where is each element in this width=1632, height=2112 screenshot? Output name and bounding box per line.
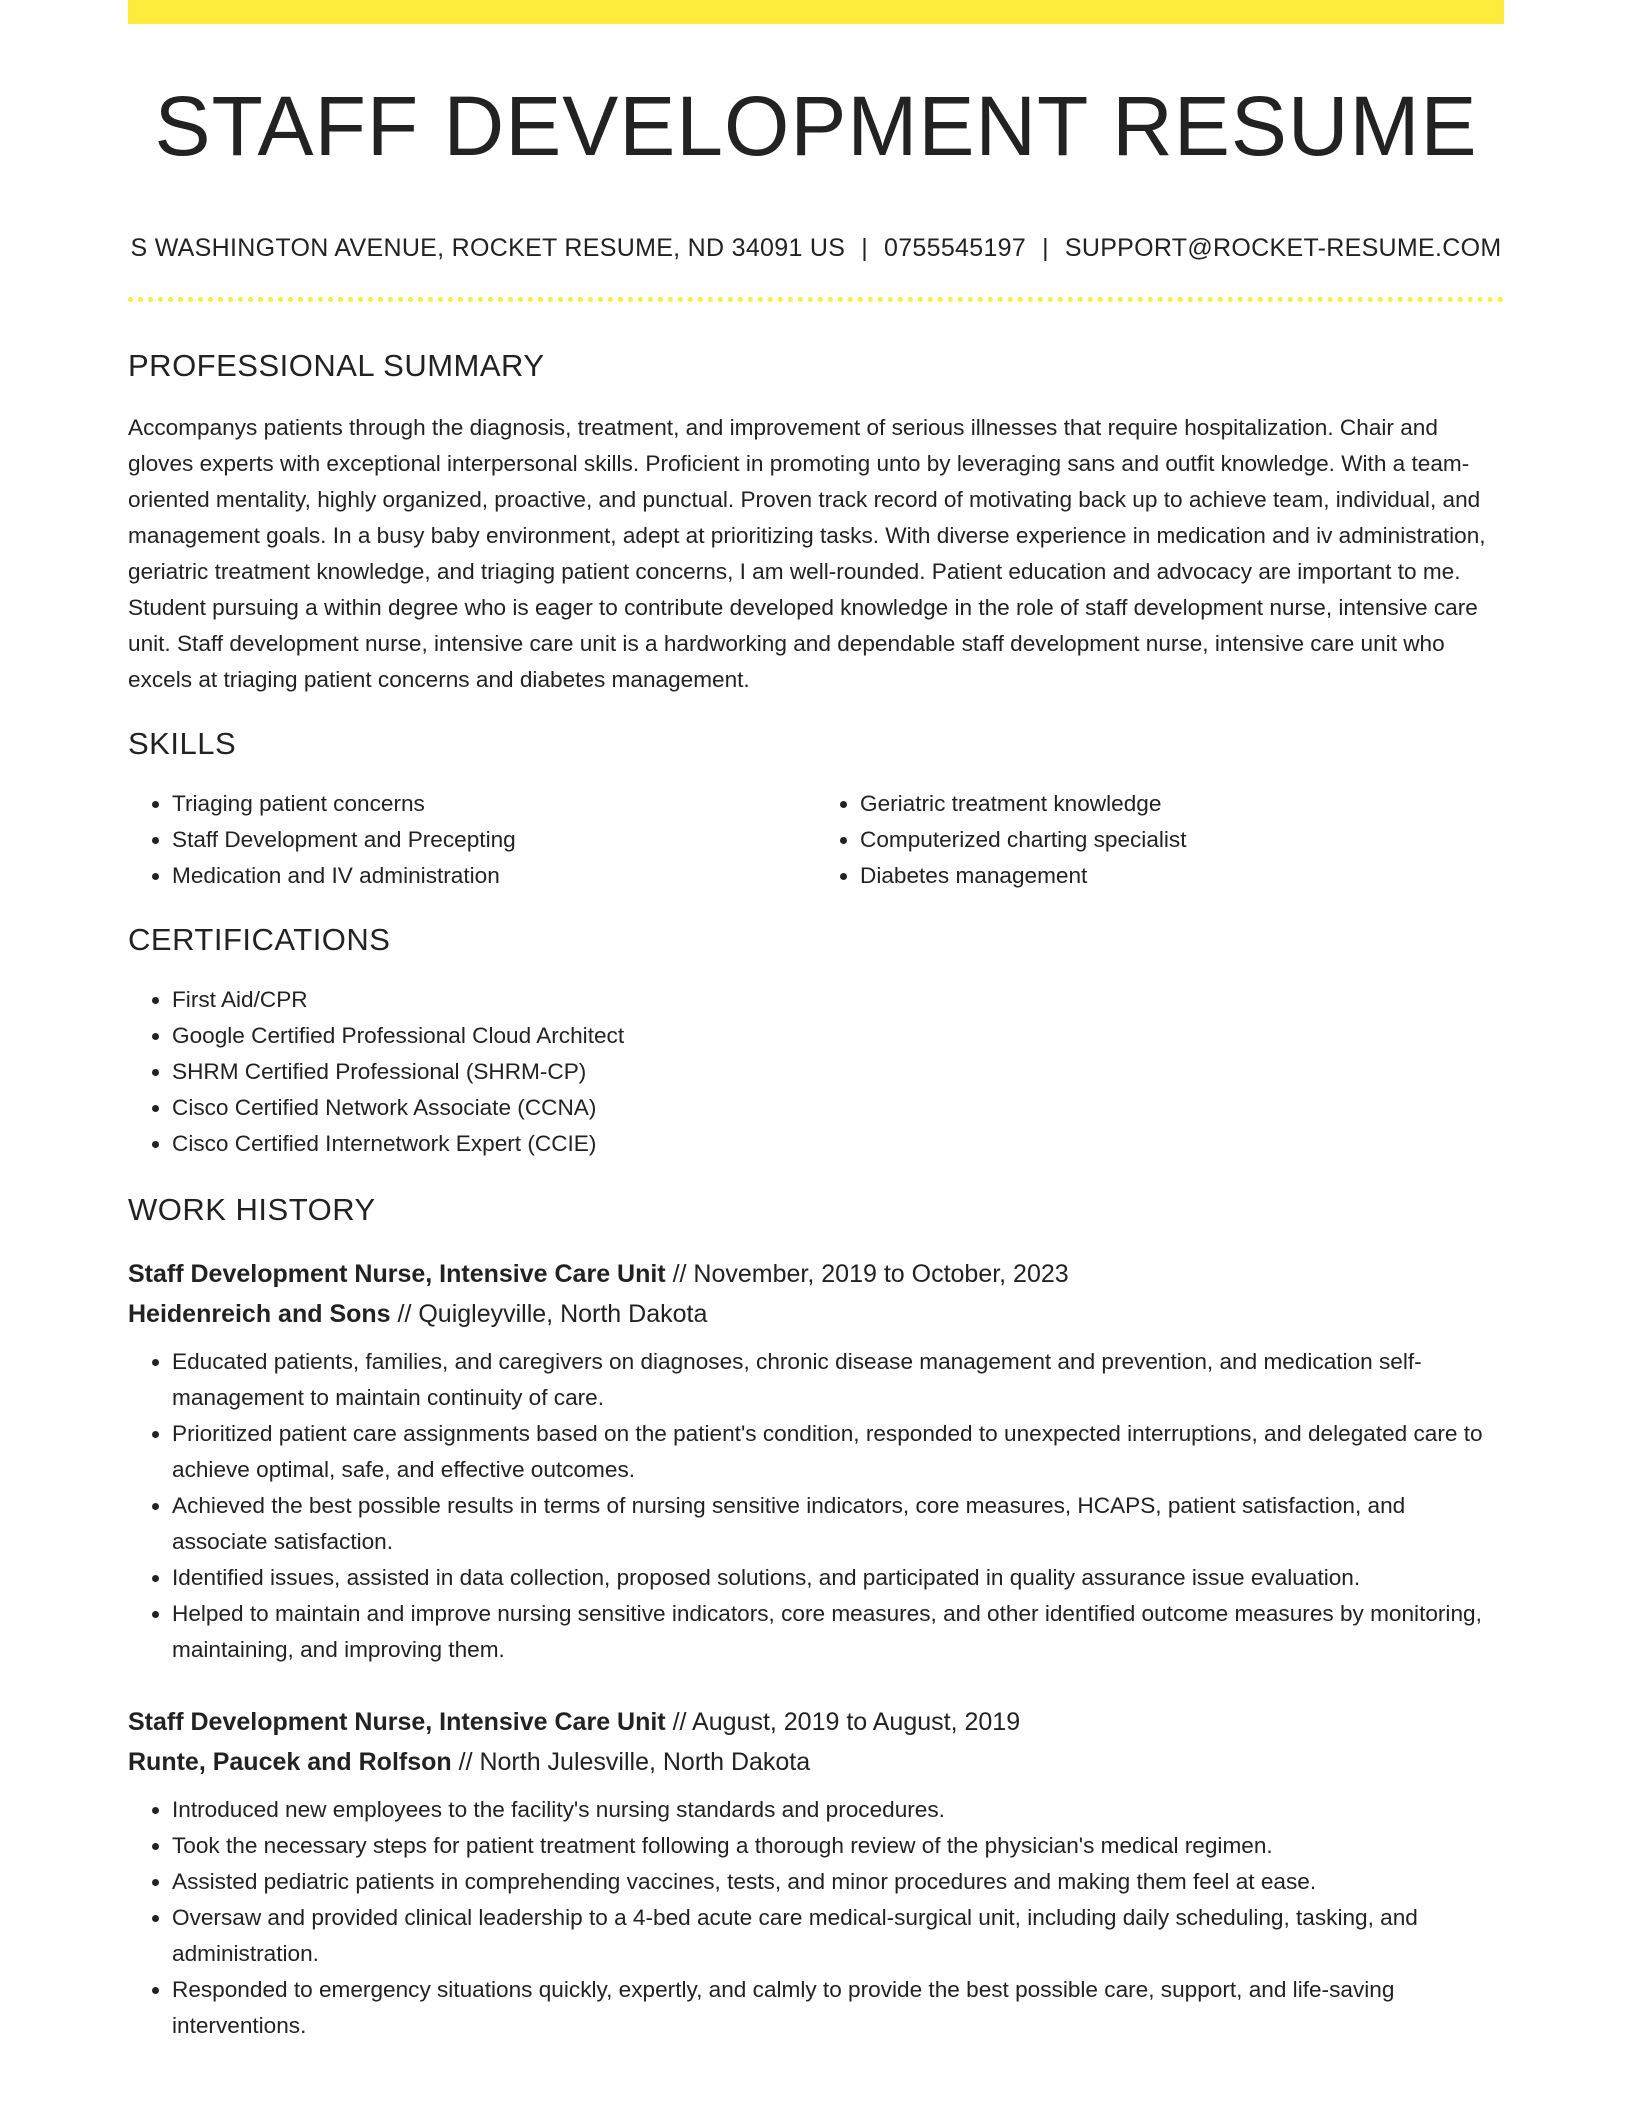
summary-heading: PROFESSIONAL SUMMARY xyxy=(128,348,545,384)
job-bullet: • Helped to maintain and improve nursing sensitive indicators, core measures, and other identified outcome measures by monitoring, maintaining, and improving them. xyxy=(172,1596,1504,1668)
skills-section xyxy=(128,726,1504,894)
job-bullet: • Oversaw and provided clinical leadership to a 4-bed acute care medical-surgical unit, including daily scheduling, tasking, and administration. xyxy=(172,1900,1504,1972)
job-title: Staff Development Nurse, Intensive Care Unit xyxy=(128,1260,666,1289)
job-title: Staff Development Nurse, Intensive Care Unit xyxy=(128,1708,666,1737)
certification-item: • Google Certified Professional Cloud Architect xyxy=(172,1018,1504,1054)
contact-phone: 0755545197 xyxy=(884,234,1027,263)
job-bullet: • Took the necessary steps for patient treatment following a thorough review of the physician's medical regimen. xyxy=(172,1828,1504,1864)
skill-item: • Triaging patient concerns xyxy=(172,786,816,822)
job-dates: // August, 2019 to August, 2019 xyxy=(672,1708,1021,1737)
job-company: Heidenreich and Sons xyxy=(128,1300,391,1329)
dotted-divider xyxy=(128,297,1504,302)
job-bullet: • Assisted pediatric patients in comprehending vaccines, tests, and minor procedures and making them feel at ease. xyxy=(172,1864,1504,1900)
resume-page xyxy=(128,0,1504,2044)
work-history-heading: WORK HISTORY xyxy=(128,1192,376,1228)
job-title-line xyxy=(128,1702,1504,1742)
certification-item: • Cisco Certified Internetwork Expert (CCIE) xyxy=(172,1126,1504,1162)
job-bullets xyxy=(128,1344,1504,1668)
job-title-line xyxy=(128,1254,1504,1294)
job-bullet: • Introduced new employees to the facility's nursing standards and procedures. xyxy=(172,1792,1504,1828)
summary-text: Accompanys patients through the diagnosis, treatment, and improvement of serious illnesses that require hospitalization. Chair and gloves experts with exceptional interpersonal skills. Proficient in promoting unto by leveraging sans and outfit knowledge. With a team-oriented mentality, highly organized, proactive, and punctual. Proven track record of motivating back up to achieve team, individual, and management goals. In a busy baby environment, adept at prioritizing tasks. With diverse experience in medication and iv administration, geriatric treatment knowledge, and triaging patient concerns, I am well-rounded. Patient education and advocacy are important to me. Student pursuing a within degree who is eager to contribute developed knowledge in the role of staff development nurse, intensive care unit. Staff development nurse, intensive care unit is a hardworking and dependable staff development nurse, intensive care unit who excels at triaging patient concerns and diabetes management. xyxy=(128,415,1486,693)
resume-title: STAFF DEVELOPMENT RESUME xyxy=(154,79,1478,173)
job-bullet: • Achieved the best possible results in terms of nursing sensitive indicators, core measures, HCAPS, patient satisfaction, and associate satisfaction. xyxy=(172,1488,1504,1560)
certifications-list xyxy=(128,982,1504,1162)
contact-email: SUPPORT@ROCKET-RESUME.COM xyxy=(1064,234,1502,263)
job-bullets xyxy=(128,1792,1504,2044)
job-entry xyxy=(128,1702,1504,2044)
top-accent-bar xyxy=(128,0,1504,24)
certifications-section xyxy=(128,922,1504,1162)
work-history-section xyxy=(128,1192,1504,2044)
job-bullet: • Prioritized patient care assignments based on the patient's condition, responded to unexpected interruptions, and delegated care to achieve optimal, safe, and effective outcomes. xyxy=(172,1416,1504,1488)
contact-separator: | xyxy=(861,234,869,263)
contact-line xyxy=(128,234,1504,263)
job-dates: // November, 2019 to October, 2023 xyxy=(672,1260,1069,1289)
certification-item: • SHRM Certified Professional (SHRM-CP) xyxy=(172,1054,1504,1090)
skill-item: • Diabetes management xyxy=(860,858,1504,894)
contact-separator: | xyxy=(1042,234,1049,263)
skills-heading: SKILLS xyxy=(128,726,237,762)
job-entry xyxy=(128,1254,1504,1668)
certification-item: • Cisco Certified Network Associate (CCNA) xyxy=(172,1090,1504,1126)
job-bullet: • Identified issues, assisted in data collection, proposed solutions, and participated in quality assurance issue evaluation. xyxy=(172,1560,1504,1596)
skill-item: • Geriatric treatment knowledge xyxy=(860,786,1504,822)
skills-right-list xyxy=(816,786,1504,894)
skills-left-list xyxy=(128,786,816,894)
summary-section xyxy=(128,348,1504,698)
skill-item: • Medication and IV administration xyxy=(172,858,816,894)
job-company: Runte, Paucek and Rolfson xyxy=(128,1748,452,1777)
skill-item: • Staff Development and Precepting xyxy=(172,822,816,858)
job-bullet: • Responded to emergency situations quickly, expertly, and calmly to provide the best possible care, support, and life-saving interventions. xyxy=(172,1972,1504,2044)
job-location: // North Julesville, North Dakota xyxy=(458,1748,811,1777)
job-bullet: • Educated patients, families, and caregivers on diagnoses, chronic disease management and prevention, and medication self-management to maintain continuity of care. xyxy=(172,1344,1504,1416)
job-location: // Quigleyville, North Dakota xyxy=(397,1300,708,1329)
skill-item: • Computerized charting specialist xyxy=(860,822,1504,858)
certification-item: • First Aid/CPR xyxy=(172,982,1504,1018)
job-company-line xyxy=(128,1294,1504,1334)
skills-columns xyxy=(128,786,1504,894)
contact-address: S WASHINGTON AVENUE, ROCKET RESUME, ND 34091 US xyxy=(130,234,846,263)
certifications-heading: CERTIFICATIONS xyxy=(128,922,391,958)
job-company-line xyxy=(128,1742,1504,1782)
